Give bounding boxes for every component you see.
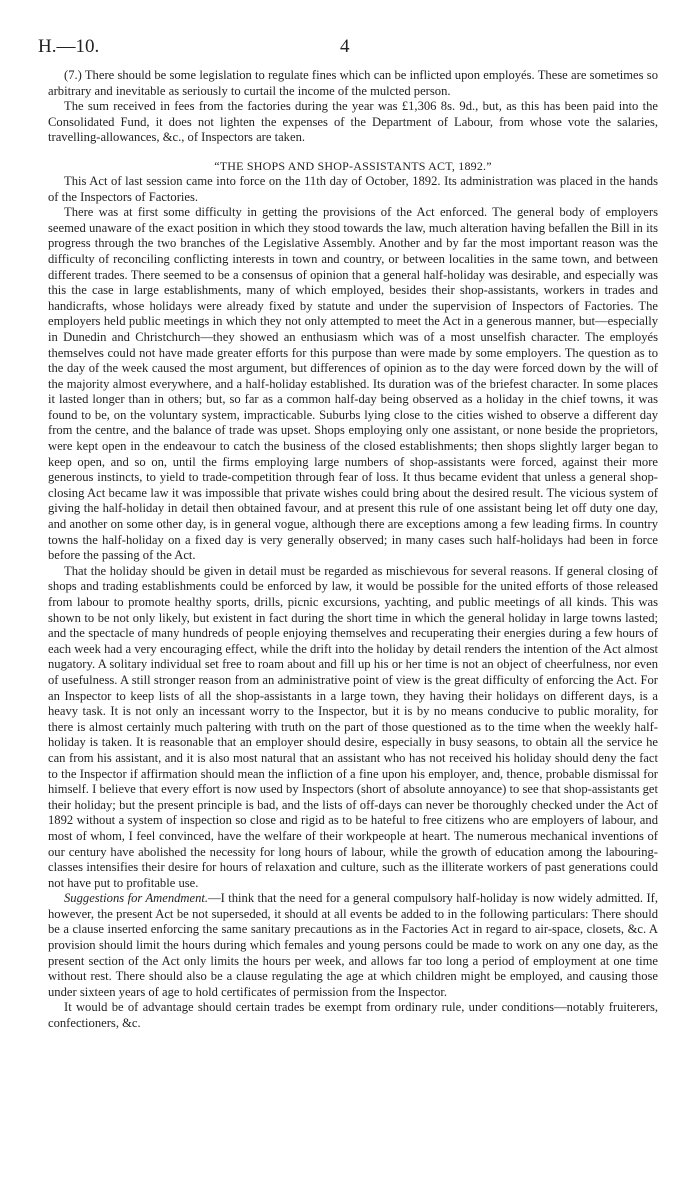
paragraph-amendment	[48, 891, 658, 1000]
running-header	[38, 34, 660, 60]
amendment-text: —I think that the need for a general compulsory half-holiday is now widely admitted. If, however, the present Act be not superseded, it should at all events be added to in the following particulars: There should be a clause inserted enforcing the same sanitary precautions as in the Factories Act in regard to air-space, closets, &c. A provision should limit the hours during which females and young persons could be made to work on any one day, as the present section of the Act only limits the hours per week, and allows far too long a period of employment at one time without rest. There should also be a clause regulating the age at which children might be employed, and causing those under sixteen years of age to hold certificates of permission from the Inspector.	[48, 891, 658, 999]
paragraph-fines: (7.) There should be some legislation to regulate fines which can be inflicted upon employés. These are sometimes so arbitrary and inevitable as seriously to curtail the income of the mulcted person.	[48, 68, 658, 98]
paragraph-exempt-trades: It would be of advantage should certain trades be exempt from ordinary rule, under conditions—notably fruiterers, confectioners, &c.	[48, 1000, 658, 1031]
paragraph-act-intro: This Act of last session came into force on the 11th day of October, 1892. Its administration was placed in the hands of the Inspectors of Factories.	[48, 173, 658, 204]
paragraph-fees: The sum received in fees from the factories during the year was £1,306 8s. 9d., but, as this has been paid into the Consolidated Fund, it does not lighten the expenses of the Department of Labour, from whose vote the salaries, travelling-allowances, &c., of Inspectors are taken.	[48, 99, 658, 145]
paragraph-holiday-in-detail: That the holiday should be given in detail must be regarded as mischievous for several reasons. If general closing of shops and trading establishments could be enforced by law, it would be possible for the united efforts of those released from labour to promote healthy sports, drills, picnic excursions, yachting, and public meetings of all kinds. This was shown to be not only likely, but existent in fact during the short time in which the general holiday in large towns lasted; and the spectacle of many hundreds of people enjoying themselves and recuperating their energies during a few hours of each week had a very encouraging effect, while the drift into the holiday by detail renders the intention of the Act almost nugatory. A solitary individual set free to roam about and fill up his or her time is not an object of cheerfulness, nor even of usefulness. A still stronger reason from an administrative point of view is the great difficulty of enforcing the Act. For an Inspector to keep lists of all the shop-assistants in a large town, they having their holidays on different days, is a heavy task. It is not only an incessant worry to the Inspector, but it is by no means conducive to public morality, for there is almost certainly much paltering with truth on the part of those questioned as to the time when the weekly half-holiday is taken. It is reasonable that an employer should desire, especially in busy seasons, to obtain all the service he can from his assistant, and it is also most natural that an assistant who has not received his holiday should deny the fact to the Inspector if affirmation should mean the infliction of a fine upon his employer, and, thence, probable dismissal for himself. I believe that every effort is now used by Inspectors (short of absolute annoyance) to see that shop-assistants get their holiday; but the present principle is bad, and the lists of off-days can never be thoroughly checked under the Act of 1892 without a system of inspection so close and rigid as to be hateful to free citizens who are employers of labour, and most of whom, I feel convinced, have the welfare of their workpeople at heart. The numerous mechanical inventions of our century have abolished the necessity for long hours of labour, while the growth of education among the labouring-classes intensifies their desire for hours of relaxation and culture, such as the illiterate workers of past generations could not have put to profitable use.	[48, 563, 658, 890]
document-reference: H.—10.	[38, 36, 100, 57]
document-body	[48, 68, 658, 1032]
amendment-lead: Suggestions for Amendment.	[64, 891, 209, 906]
page-number: 4	[340, 36, 350, 57]
section-heading: “THE SHOPS AND SHOP-ASSISTANTS ACT, 1892.”	[214, 158, 492, 173]
paragraph-enforcement-difficulty: There was at first some difficulty in getting the provisions of the Act enforced. The general body of employers seemed unaware of the exact position in which they stood towards the law, much alteration having befallen the Bill in its progress through the two branches of the Legislative Assembly. Another and by far the most important reason was the difficulty of reconciling conflicting interests in town and country, or between localities in the same town, and between different trades. There seemed to be a consensus of opinion that a general half-holiday was desirable, and especially was this the case in large establishments, many of which employed, besides their shop-assistants, workers in trades and handicrafts, whose holidays were already fixed by statute and under the supervision of Inspectors of Factories. The employers held public meetings in which they not only attempted to meet the Act in a generous manner, but—especially in Dunedin and Christchurch—they showed an enthusiasm which was of a most unselfish character. The employés themselves could not have made greater efforts for this purpose than were made by some employers. The question as to the day of the week caused the most argument, but differences of opinion as to the day were forced down by the will of the majority almost everywhere, and a half-holiday established. Its duration was of the briefest character. In some places it lasted longer than in others; but, so far as a common half-day being observed as a holiday in the chief towns, it was found to be, on the voluntary system, impracticable. Suburbs lying close to the cities wished to observe a different day from the centre, and the balance of trade was upset. Shops employing only one assistant, or none beside the proprietors, were kept open in the endeavour to catch the business of the closed establishments; then shops slightly larger began to keep open, and so on, until the firms employing large numbers of shop-assistants were forced, against their more generous instincts, to yield to trade-competition through fear of loss. It thus became evident that unless a general shop-closing Act became law it was impossible that private wishes could bring about the desired result. The vicious system of giving the half-holiday in detail then obtained favour, and at present this rule of one assistant being let off duty one day, and another on some other day, is in general vogue, although there are exceptions among a few leading firms. In country towns the half-holiday on a fixed day is very generally observed; in many cases such half-holidays had been in force before the passing of the Act.	[48, 205, 658, 563]
